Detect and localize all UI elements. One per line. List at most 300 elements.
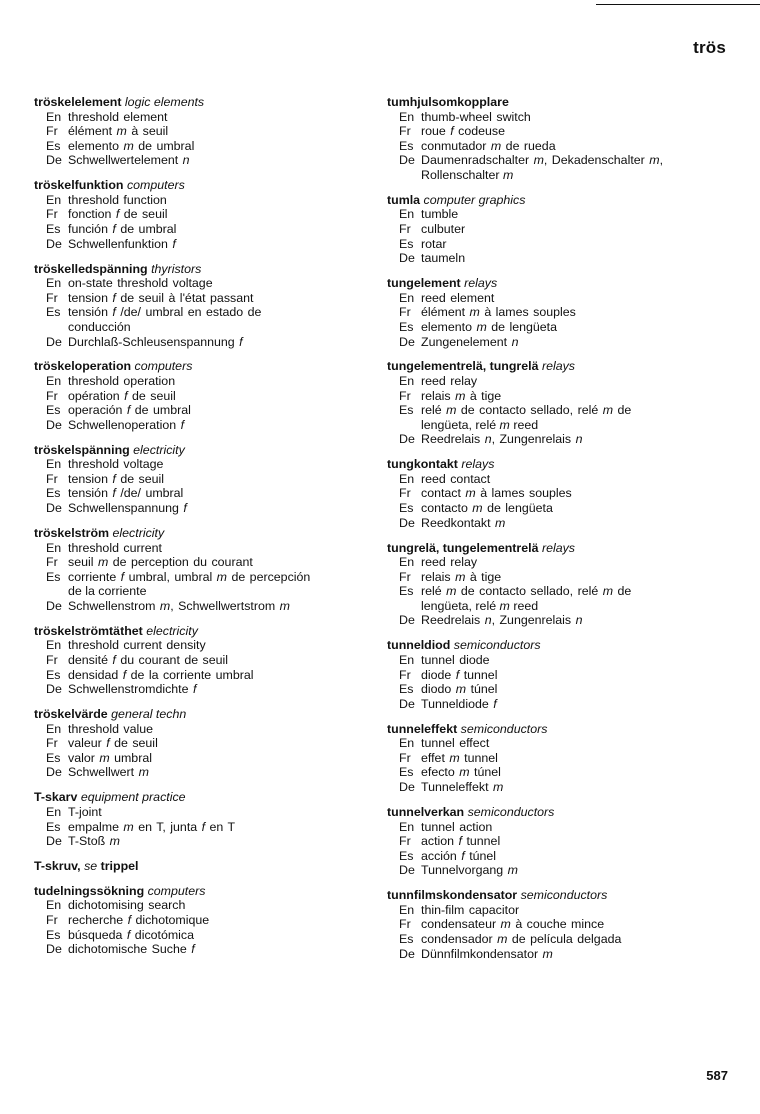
gender-marker: f (191, 942, 195, 957)
term-text: tumble (421, 207, 459, 222)
translation-term (68, 599, 354, 614)
see-label: se (84, 858, 98, 873)
translation-term (68, 834, 354, 849)
term-text: Rollenschalter (421, 167, 500, 182)
gender-marker: m (507, 863, 518, 878)
term-text: taumeln (421, 251, 466, 266)
dictionary-entry (387, 276, 722, 349)
headword: tröskelströmtäthet (34, 623, 143, 638)
translation-row (34, 638, 354, 653)
translation-term (421, 697, 722, 712)
dictionary-entry (387, 95, 722, 183)
language-code: De (399, 946, 415, 961)
translation-row (387, 682, 722, 697)
headword: tudelningssökning (34, 883, 145, 898)
term-text: opération (68, 388, 120, 403)
translation-row (387, 472, 722, 487)
translation-term (68, 335, 354, 350)
translation-row (34, 374, 354, 389)
term-continuation: reed (513, 598, 539, 613)
language-code: De (46, 153, 62, 168)
translation-row (34, 335, 354, 350)
translation-term (68, 389, 354, 404)
term-text: relais (421, 569, 451, 584)
subject-field: semiconductors (467, 804, 555, 819)
translation-row (387, 222, 722, 237)
translation-term (421, 947, 722, 962)
term-text: threshold current (68, 540, 162, 555)
translation-row (387, 389, 722, 404)
term-text: elemento (421, 319, 472, 334)
subject-field: equipment practice (80, 790, 186, 805)
language-code: Fr (46, 124, 58, 139)
term-text: diode (421, 667, 452, 682)
translation-row (34, 389, 354, 404)
language-code: En (46, 898, 62, 913)
language-code: Es (46, 927, 61, 942)
language-code: Fr (399, 124, 411, 139)
subject-field: semiconductors (453, 638, 541, 653)
subject-field: computers (147, 883, 206, 898)
gender-marker: m (459, 765, 470, 780)
language-code: En (399, 652, 415, 667)
term-text: tunnel action (421, 819, 493, 834)
translation-row (387, 947, 722, 962)
translation-term (421, 736, 722, 751)
term-text: Schwellenspannung (68, 501, 179, 516)
language-code: Fr (399, 388, 411, 403)
translation-row (387, 917, 722, 932)
gender-marker: m (455, 569, 466, 584)
term-text: effet (421, 750, 445, 765)
headword-line (387, 95, 722, 110)
language-code: Es (46, 305, 61, 320)
term-text: relé (421, 584, 442, 599)
translation-row (34, 486, 354, 501)
term-text: relé (421, 403, 442, 418)
translation-term (421, 765, 722, 780)
language-code: De (399, 863, 415, 878)
translation-term (68, 736, 354, 751)
language-code: De (46, 765, 62, 780)
headword: tröskelspänning (34, 442, 130, 457)
term-text: tensión (68, 305, 108, 320)
translation-row (387, 486, 722, 501)
language-code: Fr (399, 222, 411, 237)
term-continuation: de umbral (138, 138, 195, 153)
gender-marker: f (112, 471, 116, 486)
translation-term (421, 320, 722, 335)
translation-row (34, 139, 354, 154)
gender-marker: m (500, 917, 511, 932)
term-text: condensador (421, 931, 493, 946)
term-text: culbuter (421, 222, 466, 237)
translation-term (68, 722, 354, 737)
headword-line (387, 638, 722, 653)
language-code: Es (399, 682, 414, 697)
term-text: función (68, 222, 108, 237)
subject-field: relays (541, 540, 575, 555)
translation-term (421, 932, 722, 947)
gender-marker: m (502, 167, 514, 182)
dictionary-entry (34, 624, 354, 697)
subject-field: semiconductors (520, 888, 608, 903)
term-continuation: de percepción (231, 569, 311, 584)
language-code: De (399, 334, 415, 349)
translation-term (421, 903, 722, 918)
translation-row (34, 834, 354, 849)
translation-term (68, 765, 354, 780)
translation-term (421, 110, 722, 125)
headword-line (387, 359, 722, 374)
term-text: reed relay (421, 373, 478, 388)
term-text: Reedrelais (421, 432, 481, 447)
term-continuation: de contacto sellado, relé (460, 403, 599, 418)
term-continuation: tunnel (466, 834, 501, 849)
term-text: tension (68, 290, 108, 305)
translation-term (421, 917, 722, 932)
translation-row (387, 153, 722, 168)
translation-term (421, 570, 722, 585)
gender-marker: f (180, 417, 185, 432)
dictionary-entry (387, 457, 722, 530)
dictionary-entry (34, 526, 354, 614)
translation-term (68, 638, 354, 653)
translation-term (68, 751, 354, 766)
language-code: Es (399, 403, 414, 418)
language-code: Es (399, 931, 414, 946)
term-text: valeur (68, 736, 102, 751)
term-text: on-state threshold voltage (68, 276, 213, 291)
term-text: threshold value (68, 721, 154, 736)
translation-row (34, 291, 354, 306)
term-continuation: de lengüeta (491, 319, 557, 334)
translation-term (68, 291, 354, 306)
translation-term (68, 928, 354, 943)
gender-marker: m (279, 598, 290, 613)
translation-term (421, 251, 722, 266)
term-continuation: de la corriente umbral (130, 667, 254, 682)
gender-marker: f (122, 667, 127, 682)
translation-term (421, 139, 722, 154)
headword-line (387, 805, 722, 820)
translation-row (34, 110, 354, 125)
language-code: Fr (46, 388, 58, 403)
gender-marker: f (126, 927, 131, 942)
gender-marker: m (490, 138, 502, 153)
term-text: de la corriente (68, 584, 147, 599)
translation-row (387, 501, 722, 516)
term-text: élément (421, 305, 466, 320)
gender-marker: n (484, 613, 492, 628)
term-text: corriente (68, 569, 117, 584)
wrapped-line (387, 599, 722, 614)
headword: tröskelström (34, 525, 110, 540)
term-continuation: , Schwellwertstrom (170, 598, 276, 613)
language-code: Fr (399, 486, 411, 501)
translation-term (68, 913, 354, 928)
language-code: Fr (399, 917, 411, 932)
gender-marker: f (493, 696, 497, 711)
term-continuation: , Dekadenschalter (543, 153, 645, 168)
term-continuation: codeuse (458, 124, 506, 139)
wrapped-line (34, 320, 354, 335)
headword-line (34, 790, 354, 805)
language-code: En (399, 290, 415, 305)
translation-row (387, 863, 722, 878)
subject-field: electricity (112, 525, 165, 540)
term-text: tunnel effect (421, 736, 490, 751)
language-code: En (399, 109, 415, 124)
gender-marker: f (115, 207, 120, 222)
gender-marker: f (126, 403, 131, 418)
subject-field: electricity (133, 442, 185, 457)
term-continuation: túnel (469, 848, 497, 863)
gender-marker: m (492, 780, 504, 795)
translation-term (68, 472, 354, 487)
dictionary-entry (34, 359, 354, 432)
gender-marker: f (112, 652, 116, 667)
subject-field: computers (134, 359, 193, 374)
headword: tröskelelement (34, 95, 122, 109)
language-code: Fr (399, 750, 411, 765)
term-text: conducción (68, 319, 131, 334)
term-continuation: de rueda (505, 138, 556, 153)
translation-term (421, 222, 722, 237)
language-code: Fr (46, 471, 58, 486)
language-code: En (399, 819, 415, 834)
language-code: De (46, 834, 62, 849)
term-continuation: de umbral (134, 403, 191, 418)
term-text: threshold element (68, 109, 168, 124)
dictionary-entry (387, 359, 722, 447)
headword: tunneldiod (387, 638, 451, 653)
term-continuation: à lames souples (480, 486, 572, 501)
language-code: En (399, 471, 415, 486)
headword-line (387, 193, 722, 208)
language-code: De (399, 515, 415, 530)
translation-term (68, 124, 354, 139)
gender-marker: m (455, 388, 466, 403)
translation-term (421, 403, 722, 418)
language-code: Es (399, 584, 414, 599)
subject-field: general techn (111, 707, 187, 722)
term-text: elemento (68, 138, 119, 153)
term-text: efecto (421, 765, 455, 780)
term-text: lengüeta, relé (421, 598, 497, 613)
translation-term (68, 276, 354, 291)
dictionary-entry (387, 638, 722, 711)
translation-term (421, 305, 722, 320)
translation-term (68, 374, 354, 389)
language-code: De (46, 598, 62, 613)
gender-marker: m (602, 584, 614, 599)
translation-row (387, 736, 722, 751)
term-continuation: à tige (469, 388, 502, 403)
language-code: Es (46, 819, 61, 834)
term-continuation: dichotomique (135, 913, 210, 928)
translation-row (387, 291, 722, 306)
gender-marker: m (649, 153, 660, 168)
wrapped-line (387, 418, 722, 433)
translation-term (68, 153, 354, 168)
translation-row (34, 555, 354, 570)
headword-line (34, 526, 354, 541)
language-code: De (46, 501, 62, 516)
language-code: En (399, 736, 415, 751)
term-text: reed element (421, 290, 495, 305)
translation-term (421, 432, 722, 447)
term-text: reed contact (421, 471, 491, 486)
dictionary-entry (387, 805, 722, 878)
translation-term (421, 780, 722, 795)
language-code: Fr (399, 667, 411, 682)
gender-marker: f (124, 388, 128, 403)
translation-row (387, 765, 722, 780)
gender-marker: m (542, 946, 553, 961)
language-code: En (46, 192, 62, 207)
translation-term (68, 139, 354, 154)
translation-term (421, 486, 722, 501)
gender-marker: f (112, 290, 116, 305)
gender-marker: n (484, 432, 492, 447)
gender-marker: m (602, 403, 614, 418)
dictionary-entry (34, 790, 354, 848)
translation-term (421, 834, 722, 849)
translation-row (387, 124, 722, 139)
term-text: búsqueda (68, 927, 123, 942)
term-text: Reedrelais (421, 613, 481, 628)
subject-field: relays (541, 359, 575, 374)
language-code: Fr (46, 555, 58, 570)
headword: tröskelfunktion (34, 178, 124, 193)
term-text: Tunneleffekt (421, 780, 489, 795)
translation-row (387, 849, 722, 864)
translation-row (387, 932, 722, 947)
term-continuation: en T (209, 819, 236, 834)
dictionary-entry (34, 859, 354, 874)
language-code: De (399, 432, 415, 447)
term-text: contacto (421, 501, 468, 516)
gender-marker: m (446, 403, 457, 418)
language-code: En (46, 638, 62, 653)
gender-marker: n (575, 613, 583, 628)
translation-row (34, 913, 354, 928)
translation-row (34, 820, 354, 835)
term-text: threshold function (68, 192, 167, 207)
subject-field: electricity (146, 623, 198, 638)
language-code: En (46, 804, 62, 819)
term-continuation: umbral (114, 750, 152, 765)
translation-row (34, 570, 354, 585)
translation-term (68, 668, 354, 683)
translation-row (34, 928, 354, 943)
translation-term (421, 335, 722, 350)
headword-line (34, 443, 354, 458)
term-text: acción (421, 848, 457, 863)
translation-row (387, 237, 722, 252)
translation-term (68, 682, 354, 697)
gender-marker: m (497, 931, 508, 946)
term-text: Durchlaß-Schleusenspannung (68, 334, 235, 349)
translation-row (34, 207, 354, 222)
translation-row (34, 457, 354, 472)
term-continuation: tunnel (464, 750, 498, 765)
gender-marker: m (495, 515, 506, 530)
term-continuation: túnel (474, 765, 501, 780)
translation-row (34, 722, 354, 737)
dictionary-entry (34, 178, 354, 251)
translation-row (34, 898, 354, 913)
translation-term (421, 291, 722, 306)
subject-field: relays (461, 457, 495, 472)
term-continuation: reed (513, 417, 539, 432)
headword-line (34, 262, 354, 277)
dictionary-entry (34, 262, 354, 350)
translation-term (68, 898, 354, 913)
headword: tungkontakt (387, 457, 458, 472)
translation-row (387, 668, 722, 683)
language-code: Fr (46, 736, 58, 751)
language-code: En (399, 902, 415, 917)
dictionary-entry (387, 541, 722, 629)
translation-term (68, 403, 354, 418)
subject-field: computers (126, 178, 185, 193)
gender-marker: f (112, 305, 116, 320)
gender-marker: f (201, 819, 206, 834)
language-code: Es (46, 569, 61, 584)
term-text: Reedkontakt (421, 515, 491, 530)
term-continuation: de seuil (114, 736, 158, 751)
gender-marker: n (511, 334, 519, 349)
gender-marker: f (461, 848, 465, 863)
translation-term (68, 805, 354, 820)
gender-marker: n (182, 153, 190, 168)
translation-row (34, 237, 354, 252)
language-code: Es (46, 222, 61, 237)
term-text: Schwellwert (68, 765, 135, 780)
gender-marker: m (499, 598, 510, 613)
language-code: De (399, 251, 415, 266)
headword-line (34, 707, 354, 722)
term-text: thin-film capacitor (421, 902, 520, 917)
language-code: De (399, 696, 415, 711)
language-code: Fr (399, 569, 411, 584)
term-text: Zungenelement (421, 334, 508, 349)
translation-term (421, 237, 722, 252)
gender-marker: m (476, 319, 487, 334)
headword: tungrelä, tungelementrelä (387, 540, 539, 555)
language-code: Es (399, 236, 414, 251)
language-code: Es (46, 667, 61, 682)
gender-marker: m (446, 584, 457, 599)
translation-row (387, 613, 722, 628)
gender-marker: f (183, 501, 187, 516)
translation-row (387, 320, 722, 335)
translation-term (421, 374, 722, 389)
gender-marker: f (106, 736, 110, 751)
language-code: Es (399, 848, 414, 863)
translation-term (421, 516, 722, 531)
dictionary-entry (387, 193, 722, 266)
headword: tröskelledspänning (34, 261, 148, 276)
headword-line (387, 541, 722, 556)
translation-row (387, 820, 722, 835)
term-text: rotar (421, 236, 447, 251)
language-code: Es (46, 486, 61, 501)
term-text: Tunneldiode (421, 696, 489, 711)
language-code: En (46, 540, 62, 555)
